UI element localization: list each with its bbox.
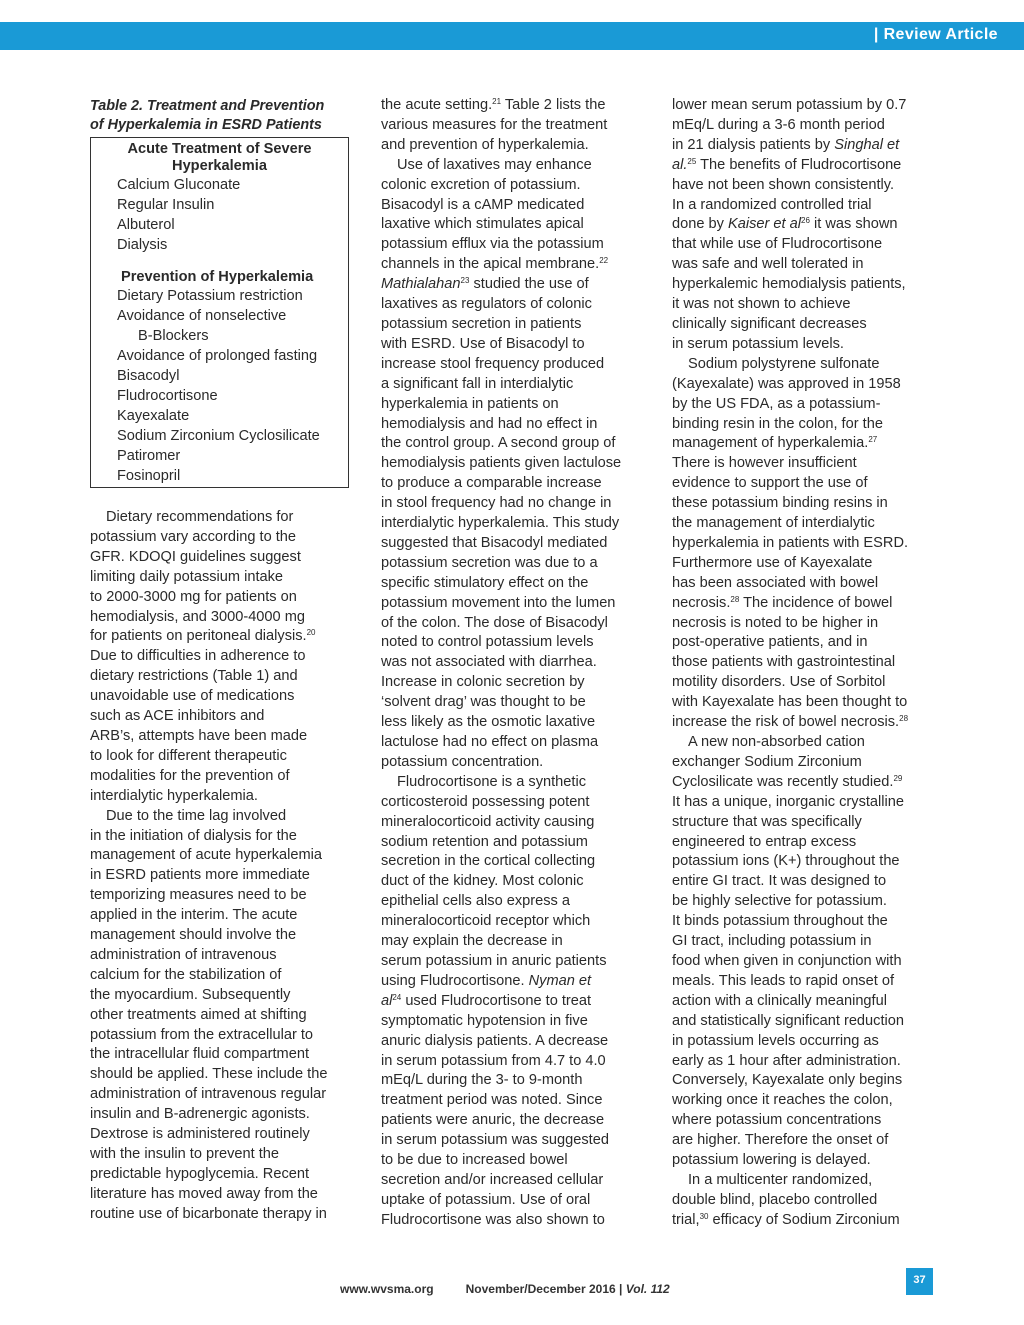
text-line: calcium for the stabilization of (90, 966, 282, 983)
text-line: a significant fall in interdialytic (381, 375, 574, 392)
text-line: Cyclosilicate was recently studied.$^{29}$ (672, 773, 903, 790)
text-line: these potassium binding resins in (672, 495, 888, 512)
issue-info: November/December 2016 | (465, 1282, 626, 1296)
text-line: potassium vary according to the (90, 528, 297, 545)
text-line: using Fludrocortisone. Nyman et (381, 972, 592, 989)
text-line: temporizing measures need to be (90, 887, 307, 904)
text-line: management should involve the (90, 927, 297, 944)
text-line: less likely as the osmotic laxative (381, 714, 596, 731)
text-line: post-operative patients, and in (672, 634, 868, 651)
column-1-text (90, 508, 352, 1225)
text-line: may explain the decrease in (381, 933, 563, 950)
text-line: hyperkalemia in patients on (381, 395, 559, 412)
table-item: Bisacodyl (117, 368, 180, 384)
table-item: Avoidance of nonselective (117, 308, 287, 324)
text-line: Due to the time lag involved (106, 807, 287, 824)
text-line: Fludrocortisone is a synthetic (397, 773, 586, 790)
text-line: hemodialysis and had no effect in (381, 415, 598, 432)
text-line: laxatives as regulators of colonic (381, 296, 592, 313)
text-line: double blind, placebo controlled (672, 1191, 878, 1208)
text-line: It has a unique, inorganic crystalline (672, 793, 905, 810)
text-line: in serum potassium was suggested (381, 1132, 609, 1149)
text-line: in the initiation of dialysis for the (90, 827, 297, 844)
text-line: potassium secretion in patients (381, 315, 582, 332)
text-line: Due to difficulties in adherence to (90, 648, 306, 665)
text-line: necrosis is noted to be higher in (672, 614, 879, 631)
text-line: done by Kaiser et $al^{26}$ it was shown (672, 216, 898, 233)
table-2 (90, 137, 349, 488)
text-line: mEq/L during a 3-6 month period (672, 116, 885, 133)
text-line: Dextrose is administered routinely (90, 1126, 310, 1143)
text-line: for patients on peritoneal dialysis.$^{20}$ (90, 628, 316, 645)
text-line: specific stimulatory effect on the (381, 574, 589, 591)
text-line: evidence to support the use of (672, 475, 868, 492)
table-item: Patiromer (117, 448, 181, 464)
text-line: anuric dialysis patients. A decrease (381, 1032, 609, 1049)
text-line: be highly selective for potassium. (672, 893, 887, 910)
text-line: ARB’s, attempts have been made (90, 727, 308, 744)
text-line: Bisacodyl is a cAMP medicated (381, 196, 585, 213)
text-line: limiting daily potassium intake (90, 568, 284, 585)
text-line: potassium efflux via the potassium (381, 236, 604, 253)
text-line: the intracellular fluid compartment (90, 1046, 310, 1063)
text-line: by the US FDA, as a potassium- (672, 395, 881, 412)
text-line: Mathialahan$^{23}$ studied the use of (381, 276, 589, 293)
text-line: Sodium polystyrene sulfonate (688, 355, 880, 372)
text-line: with Kayexalate has been thought to (672, 694, 908, 711)
text-line: insulin and B-adrenergic agonists. (90, 1106, 310, 1123)
text-line: GI tract, including potassium in (672, 933, 872, 950)
text-line: dietary restrictions (Table 1) and (90, 668, 298, 685)
table-item: Calcium Gluconate (117, 177, 241, 193)
text-line: entire GI tract. It was designed to (672, 873, 887, 890)
text-line: structure that was specifically (672, 813, 862, 830)
text-line: In a randomized controlled trial (672, 196, 872, 213)
text-line: hyperkalemia in patients with ESRD. (672, 534, 909, 551)
text-line: in serum potassium levels. (672, 335, 844, 352)
text-line: noted to control potassium levels (381, 634, 594, 651)
text-line: potassium ions (K+) throughout the (672, 853, 900, 870)
text-line: clinically significant decreases (672, 315, 867, 332)
text-line: exchanger Sodium Zirconium (672, 753, 862, 770)
table-heading-prevention: Prevention of Hyperkalemia (121, 269, 314, 285)
text-line: predictable hypoglycemia. Recent (90, 1165, 310, 1182)
volume: Vol. 112 (625, 1282, 670, 1296)
text-line: potassium secretion was due to a (381, 554, 598, 571)
text-line: Conversely, Kayexalate only begins (672, 1072, 903, 1089)
table-item: Dialysis (117, 237, 168, 253)
text-line: other treatments aimed at shifting (90, 1006, 307, 1023)
text-line: the acute setting.$^{21}$ Table 2 lists the (381, 97, 606, 113)
text-line: unavoidable use of medications (90, 688, 295, 705)
text-line: that while use of Fludrocortisone (672, 236, 883, 253)
text-line: A new non-absorbed cation (688, 734, 865, 750)
text-line: those patients with gastrointestinal (672, 654, 896, 671)
text-line: (Kayexalate) was approved in 1958 (672, 375, 901, 392)
table-item: Avoidance of prolonged fasting (117, 348, 318, 364)
table-item: Sodium Zirconium Cyclosilicate (117, 428, 320, 444)
text-line: the control group. A second group of (381, 435, 616, 452)
text-line: hemodialysis, and 3000-4000 mg (90, 608, 305, 625)
text-line: in 21 dialysis patients by Singhal et (672, 136, 900, 153)
text-line: food when given in conjunction with (672, 952, 902, 969)
table-item: Albuterol (117, 217, 175, 233)
text-line: was safe and well tolerated in (672, 256, 864, 273)
text-line: in serum potassium from 4.7 to 4.0 (381, 1052, 606, 1069)
text-line: treatment period was noted. Since (381, 1092, 603, 1109)
text-line: working once it reaches the colon, (672, 1092, 893, 1109)
text-line: to produce a comparable increase (381, 475, 602, 492)
text-line: administration of intravenous (90, 946, 277, 963)
text-line: potassium lowering is delayed. (672, 1152, 871, 1169)
text-line: routine use of bicarbonate therapy in (90, 1205, 327, 1222)
column-3 (672, 96, 934, 1231)
table-caption: Table 2. Treatment and Prevention of Hyperkalemia in ESRD Patients (90, 98, 325, 133)
text-line: should be applied. These include the (90, 1066, 328, 1083)
text-line: interdialytic hyperkalemia. (90, 787, 258, 804)
text-line: various measures for the treatment (381, 116, 608, 133)
text-line: suggested that Bisacodyl mediated (381, 534, 608, 551)
text-line: was not associated with diarrhea. (381, 654, 597, 671)
text-line: Furthermore use of Kayexalate (672, 554, 873, 571)
website-link[interactable]: www.wvsma.org (340, 1282, 434, 1296)
text-line: literature has moved away from the (90, 1185, 318, 1202)
text-line: management of hyperkalemia.$^{27}$ (672, 435, 878, 452)
text-line: mEq/L during the 3- to 9-month (381, 1072, 583, 1089)
text-line: Use of laxatives may enhance (397, 156, 592, 173)
text-line: $al^{24}$ used Fludrocortisone to treat (381, 992, 592, 1009)
text-line: to 2000-3000 mg for patients on (90, 588, 297, 605)
text-line: lactulose had no effect on plasma (381, 734, 599, 750)
text-line: where potassium concentrations (672, 1112, 882, 1129)
text-line: necrosis.$^{28}$ The incidence of bowel (672, 594, 893, 611)
text-line: the management of interdialytic (672, 515, 875, 532)
text-line: patients were anuric, the decrease (381, 1112, 605, 1129)
text-line: hemodialysis patients given lactulose (381, 455, 622, 472)
text-line: applied in the interim. The acute (90, 907, 298, 924)
text-line: ‘solvent drag’ was thought to be (381, 694, 586, 711)
text-line: action with a clinically meaningful (672, 992, 887, 1009)
table-item: B-Blockers (138, 328, 209, 344)
text-line: There is however insufficient (672, 455, 857, 472)
text-line: Dietary recommendations for (106, 509, 294, 525)
text-line: GFR. KDOQI guidelines suggest (90, 548, 301, 565)
header-banner (0, 22, 1024, 50)
text-line: interdialytic hyperkalemia. This study (381, 515, 620, 532)
text-line: mineralocorticoid activity causing (381, 813, 595, 830)
text-line: serum potassium in anuric patients (381, 952, 607, 969)
text-line: and prevention of hyperkalemia. (381, 136, 589, 153)
text-line: sodium retention and potassium (381, 833, 588, 850)
text-line: in stool frequency had no change in (381, 495, 612, 512)
text-line: increase the risk of bowel necrosis.$^{28}$ (672, 714, 909, 731)
table-item: Fosinopril (117, 468, 181, 484)
column-1 (90, 96, 352, 1225)
text-line: have not been shown consistently. (672, 176, 895, 193)
text-line: in ESRD patients more immediate (90, 867, 310, 884)
section-label: | Review Article (873, 26, 998, 43)
text-line: of the colon. The dose of Bisacodyl (381, 614, 608, 631)
page-number: 37 (906, 1268, 933, 1295)
text-line: and statistically significant reduction (672, 1012, 904, 1029)
text-line: secretion and/or increased cellular (381, 1171, 604, 1188)
text-line: engineered to entrap excess (672, 833, 857, 850)
text-line: uptake of potassium. Use of oral (381, 1191, 591, 1208)
text-line: colonic excretion of potassium. (381, 176, 581, 193)
table-heading-acute: Acute Treatment of Severe Hyperkalemia (127, 141, 312, 174)
text-line: the myocardium. Subsequently (90, 986, 291, 1003)
text-line: motility disorders. Use of Sorbitol (672, 674, 886, 691)
table-item: Fludrocortisone (117, 388, 218, 404)
text-line: It binds potassium throughout the (672, 913, 888, 930)
text-line: management of acute hyperkalemia (90, 847, 323, 864)
table-item: Kayexalate (117, 408, 190, 424)
text-line: In a multicenter randomized, (688, 1171, 873, 1188)
text-line: laxative which stimulates apical (381, 216, 584, 233)
text-line: epithelial cells also express a (381, 893, 571, 910)
text-line: channels in the apical membrane.$^{22}$ (381, 256, 609, 273)
text-line: potassium concentration. (381, 753, 544, 770)
table-item: Regular Insulin (117, 197, 215, 213)
text-line: are higher. Therefore the onset of (672, 1132, 889, 1149)
column-2 (381, 96, 643, 1231)
text-line: secretion in the cortical collecting (381, 853, 596, 870)
text-line: hyperkalemic hemodialysis patients, (672, 276, 906, 293)
text-line: has been associated with bowel (672, 574, 879, 591)
text-line: administration of intravenous regular (90, 1086, 327, 1103)
text-line: modalities for the prevention of (90, 767, 290, 784)
text-line: to be due to increased bowel (381, 1152, 568, 1169)
table-item: Dietary Potassium restriction (117, 288, 303, 304)
text-line: to look for different therapeutic (90, 747, 287, 764)
text-line: corticosteroid possessing potent (381, 793, 590, 810)
text-line: Increase in colonic secretion by (381, 674, 585, 691)
text-line: with the insulin to prevent the (90, 1146, 280, 1162)
footer (340, 1282, 670, 1296)
text-line: meals. This leads to rapid onset of (672, 972, 894, 989)
text-line: Fludrocortisone was also shown to (381, 1211, 605, 1228)
text-line: potassium movement into the lumen (381, 594, 616, 611)
text-line: increase stool frequency produced (381, 355, 605, 372)
text-line: al.$^{25}$ The benefits of Fludrocortisone (672, 156, 902, 173)
text-line: such as ACE inhibitors and (90, 708, 265, 725)
text-line: binding resin in the colon, for the (672, 415, 883, 432)
text-line: lower mean serum potassium by 0.7 (672, 97, 907, 113)
text-line: symptomatic hypotension in five (381, 1012, 588, 1029)
text-line: potassium from the extracellular to (90, 1026, 314, 1043)
text-line: mineralocorticoid receptor which (381, 913, 591, 930)
text-line: in potassium levels occurring as (672, 1032, 879, 1049)
text-line: duct of the kidney. Most colonic (381, 873, 584, 890)
text-line: early as 1 hour after administration. (672, 1052, 901, 1069)
text-line: trial,$^{30}$ efficacy of Sodium Zirconium (672, 1211, 900, 1228)
text-line: it was not shown to achieve (672, 296, 851, 313)
text-line: with ESRD. Use of Bisacodyl to (381, 335, 585, 352)
